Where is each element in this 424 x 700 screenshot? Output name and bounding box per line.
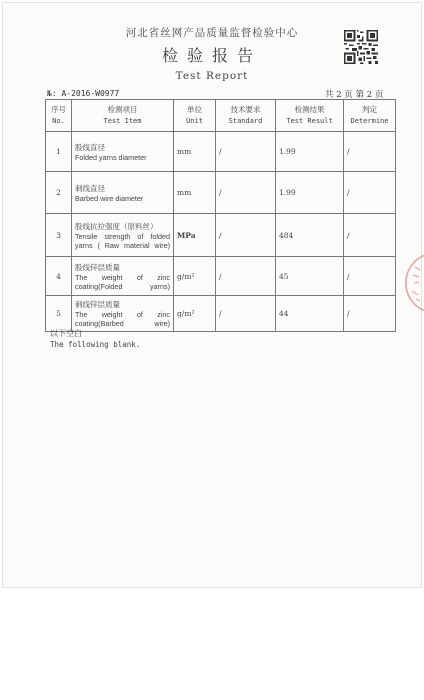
row-number: 2 [46,172,72,214]
seal-stamp-icon [403,253,424,313]
col-header-standard: 技术要求 Standard [216,100,276,132]
determine-cell: / [344,132,396,172]
row-number: 1 [46,132,72,172]
standard-cell: / [216,214,276,257]
table-row [46,257,396,296]
unit-cell: g/m² [174,296,216,332]
organization-name: 河北省丝网产品质量监督检验中心 [125,27,299,39]
standard-cell: / [216,172,276,214]
determine-cell: / [344,257,396,296]
test-results-table [45,99,396,332]
report-page [2,2,422,588]
test-item: 股线抗拉强度（原料丝） Tensile strength of folded yarns ( Raw material wire) [72,214,174,257]
col-header-no: 序号 No. [46,100,72,132]
result-cell: 1.99 [276,132,344,172]
result-cell: 484 [276,214,344,257]
table-row [46,132,396,172]
determine-cell: / [344,172,396,214]
test-item: 股线锌层质量 The weight of zinc coating(Folded yarns) [72,257,174,296]
col-header-unit: 单位 Unit [174,100,216,132]
table-row [46,296,396,332]
unit-cell: mm [174,132,216,172]
unit-cell: mm [174,172,216,214]
blank-note-cn: 以下空白 [50,329,82,338]
col-header-test-item: 检测项目 Test Item [72,100,174,132]
standard-cell: / [216,132,276,172]
result-cell: 1.99 [276,172,344,214]
test-item: 股线直径 Folded yarns diameter [72,132,174,172]
table-header-row [46,100,396,132]
table-row [46,172,396,214]
report-title-en: Test Report [175,70,249,82]
standard-cell: / [216,296,276,332]
page-indicator: 共 2 页 第 2 页 [325,90,384,100]
test-item: 刺线锌层质量 The weight of zinc coating(Barbed wire) [72,296,174,332]
row-number: 4 [46,257,72,296]
unit-cell: MPa [174,214,216,257]
result-cell: 45 [276,257,344,296]
row-number: 3 [46,214,72,257]
col-header-determine: 判定 Determine [344,100,396,132]
test-item: 刺线直径 Barbed wire diameter [72,172,174,214]
unit-cell: g/m² [174,257,216,296]
result-cell: 44 [276,296,344,332]
determine-cell: / [344,296,396,332]
row-number: 5 [46,296,72,332]
table-row [46,214,396,257]
col-header-test-result: 检测结果 Test Result [276,100,344,132]
report-number: №: A-2016-W0977 [47,89,120,98]
report-title-cn: 检验报告 [161,46,262,65]
blank-note-en: The following blank. [50,340,141,349]
qr-code-icon [344,30,378,64]
standard-cell: / [216,257,276,296]
determine-cell: / [344,214,396,257]
